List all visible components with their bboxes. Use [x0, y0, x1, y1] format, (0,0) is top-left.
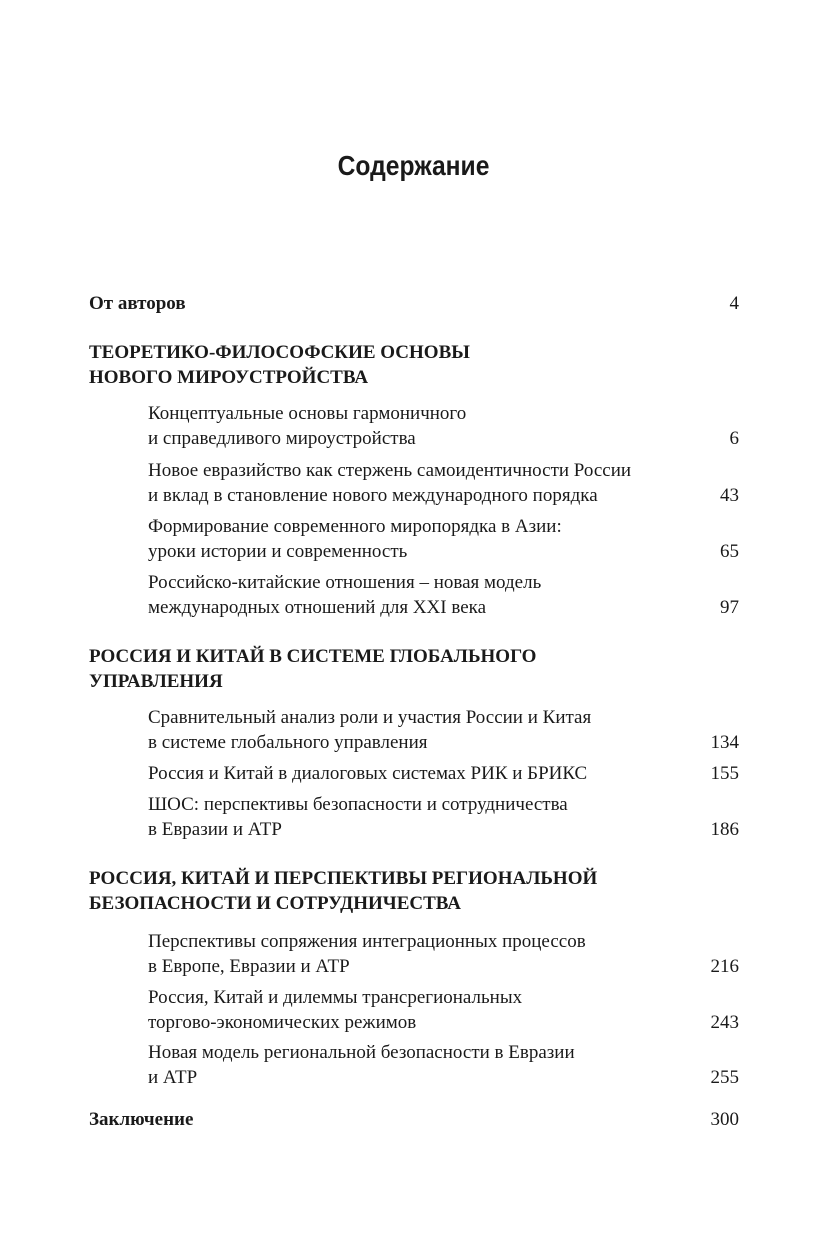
toc-entry: Российско-китайские отношения – новая модель: [148, 572, 542, 593]
toc-page-number: 300: [710, 1109, 739, 1130]
page-title: Содержание: [337, 150, 490, 181]
toc-page-number: 216: [710, 956, 739, 977]
toc-entry: и АТР: [148, 1067, 198, 1088]
toc-page-number: 255: [710, 1067, 739, 1088]
toc-entry: Новое евразийство как стержень самоидентичности России: [148, 460, 632, 481]
section-heading: НОВОГО МИРОУСТРОЙСТВА: [89, 367, 369, 388]
toc-entry: в Европе, Евразии и АТР: [148, 956, 350, 977]
toc-entry: торгово-экономических режимов: [148, 1012, 417, 1033]
toc-entry-conclusion: Заключение: [89, 1109, 194, 1130]
toc-entry: международных отношений для XXI века: [148, 597, 487, 618]
section-heading: РОССИЯ, КИТАЙ И ПЕРСПЕКТИВЫ РЕГИОНАЛЬНОЙ: [89, 868, 598, 889]
section-heading: БЕЗОПАСНОСТИ И СОТРУДНИЧЕСТВА: [89, 893, 461, 914]
toc-entry: Формирование современного миропорядка в Азии:: [148, 516, 562, 537]
toc-entry: Концептуальные основы гармоничного: [148, 403, 467, 424]
toc-page-number: 65: [720, 541, 739, 562]
toc-entry-intro: От авторов: [89, 293, 186, 314]
toc-entry: в системе глобального управления: [148, 732, 428, 753]
toc-entry: Перспективы сопряжения интеграционных процессов: [148, 931, 586, 952]
toc-entry: уроки истории и современность: [148, 541, 408, 562]
toc-entry: в Евразии и АТР: [148, 819, 282, 840]
toc-page-number: 155: [710, 763, 739, 784]
toc-page-number: 6: [729, 428, 739, 449]
toc-entry: и справедливого мироустройства: [148, 428, 416, 449]
section-heading: РОССИЯ И КИТАЙ В СИСТЕМЕ ГЛОБАЛЬНОГО: [89, 646, 537, 667]
toc-entry: ШОС: перспективы безопасности и сотрудничества: [148, 794, 568, 815]
toc-page-number: 4: [729, 293, 739, 314]
section-heading: ТЕОРЕТИКО-ФИЛОСОФСКИЕ ОСНОВЫ: [89, 342, 470, 363]
toc-entry: Россия, Китай и дилеммы трансрегиональных: [148, 987, 523, 1008]
toc-page-number: 43: [720, 485, 739, 506]
toc-entry: Новая модель региональной безопасности в Евразии: [148, 1042, 575, 1063]
toc-page-number: 186: [710, 819, 739, 840]
toc-page-number: 97: [720, 597, 739, 618]
toc-entry: и вклад в становление нового международного порядка: [148, 485, 598, 506]
toc-page-number: 134: [710, 732, 739, 753]
toc-entry: Россия и Китай в диалоговых системах РИК и БРИКС: [148, 763, 588, 784]
toc-page-number: 243: [710, 1012, 739, 1033]
section-heading: УПРАВЛЕНИЯ: [89, 671, 223, 692]
toc-entry: Сравнительный анализ роли и участия России и Китая: [148, 707, 592, 728]
